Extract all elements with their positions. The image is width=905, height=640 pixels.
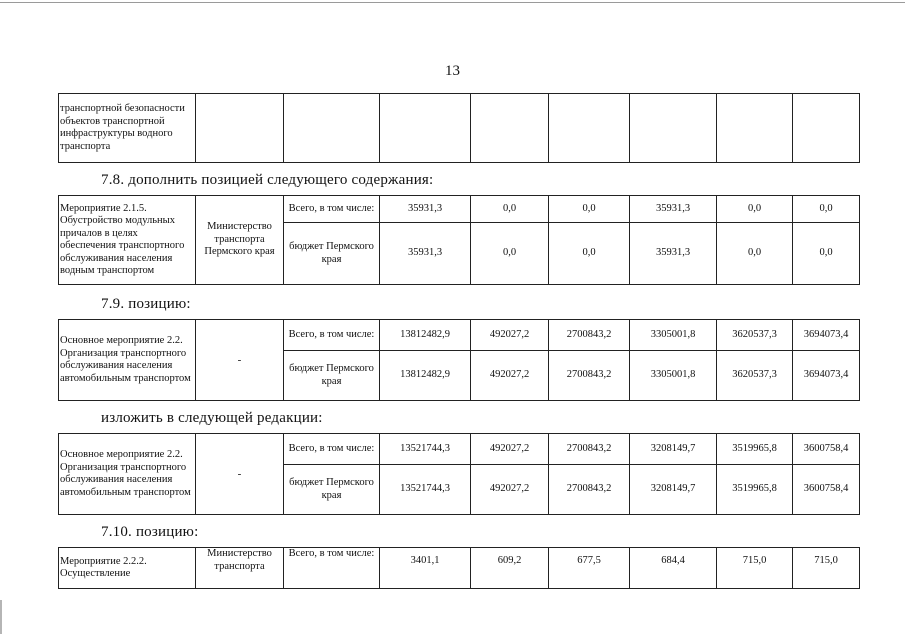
table-row [59,548,860,589]
value-cell: 3620537,3 [717,320,793,351]
value-cell: 3401,1 [380,548,471,589]
table-row [59,434,860,465]
value-cell: 3600758,4 [793,434,860,465]
value-cell: 0,0 [549,196,630,223]
executor-cell: - [196,434,284,515]
measure-name: Мероприятие 2.2.2. Осуществление [59,548,196,589]
value-cell: 492027,2 [471,351,549,401]
executor-cell: Министерство транспорта Пермского края [196,196,284,285]
measure-name: Основное мероприятие 2.2. Организация транспортного обслуживания населения автомобильным транспортом [59,434,196,515]
value-cell: 677,5 [549,548,630,589]
funding-type: бюджет Пермского края [284,465,380,515]
value-cell: 492027,2 [471,320,549,351]
value-cell: 3305001,8 [630,320,717,351]
value-cell: 3208149,7 [630,434,717,465]
value-cell: 492027,2 [471,434,549,465]
section-heading: 7.10. позицию: [101,524,199,540]
funding-type: бюджет Пермского края [284,351,380,401]
measure-table [58,433,860,515]
continued-table [58,93,860,163]
funding-type: Всего, в том числе: [284,196,380,223]
value-cell: 3208149,7 [630,465,717,515]
value-cell: 35931,3 [380,196,471,223]
measure-name: Основное мероприятие 2.2. Организация транспортного обслуживания населения автомобильным транспортом [59,320,196,401]
table-row [59,94,860,163]
table-row [59,320,860,351]
executor-cell: - [196,320,284,401]
value-cell: 13521744,3 [380,434,471,465]
value-cell: 2700843,2 [549,351,630,401]
section-heading: изложить в следующей редакции: [101,410,323,426]
value-cell: 35931,3 [630,196,717,223]
scan-margin-mark [0,600,2,634]
page-number: 13 [445,63,460,79]
funding-type: бюджет Пермского края [284,223,380,285]
value-cell: 609,2 [471,548,549,589]
value-cell: 2700843,2 [549,320,630,351]
section-heading: 7.9. позицию: [101,296,191,312]
executor-cell: Министерство транспорта [196,548,284,589]
measure-table [58,319,860,401]
measure-name: Мероприятие 2.1.5. Обустройство модульных причалов в целях обеспечения транспортного обслуживания населения водным транспортом [59,196,196,285]
value-cell: 2700843,2 [549,434,630,465]
funding-type: Всего, в том числе: [284,320,380,351]
funding-type: Всего, в том числе: [284,434,380,465]
value-cell: 3694073,4 [793,320,860,351]
value-cell: 492027,2 [471,465,549,515]
measure-table [58,547,860,589]
table-row [59,196,860,223]
cut-off-table-wrapper [0,547,905,589]
value-cell: 684,4 [630,548,717,589]
value-cell: 3305001,8 [630,351,717,401]
value-cell: 0,0 [793,223,860,285]
funding-type: Всего, в том числе: [284,548,380,589]
value-cell: 2700843,2 [549,465,630,515]
value-cell: 13812482,9 [380,320,471,351]
top-rule [0,2,905,3]
measure-name: транспортной безопасности объектов транспортной инфраструктуры водного транспорта [59,94,196,163]
value-cell: 3519965,8 [717,434,793,465]
value-cell: 35931,3 [630,223,717,285]
value-cell: 3694073,4 [793,351,860,401]
section-heading: 7.8. дополнить позицией следующего содержания: [101,172,434,188]
value-cell: 0,0 [793,196,860,223]
value-cell: 13812482,9 [380,351,471,401]
value-cell: 0,0 [717,196,793,223]
value-cell: 3519965,8 [717,465,793,515]
value-cell: 0,0 [717,223,793,285]
value-cell: 3600758,4 [793,465,860,515]
value-cell: 715,0 [793,548,860,589]
value-cell: 0,0 [471,196,549,223]
value-cell: 0,0 [471,223,549,285]
measure-table [58,195,860,285]
value-cell: 715,0 [717,548,793,589]
value-cell: 0,0 [549,223,630,285]
value-cell: 3620537,3 [717,351,793,401]
value-cell: 35931,3 [380,223,471,285]
value-cell: 13521744,3 [380,465,471,515]
